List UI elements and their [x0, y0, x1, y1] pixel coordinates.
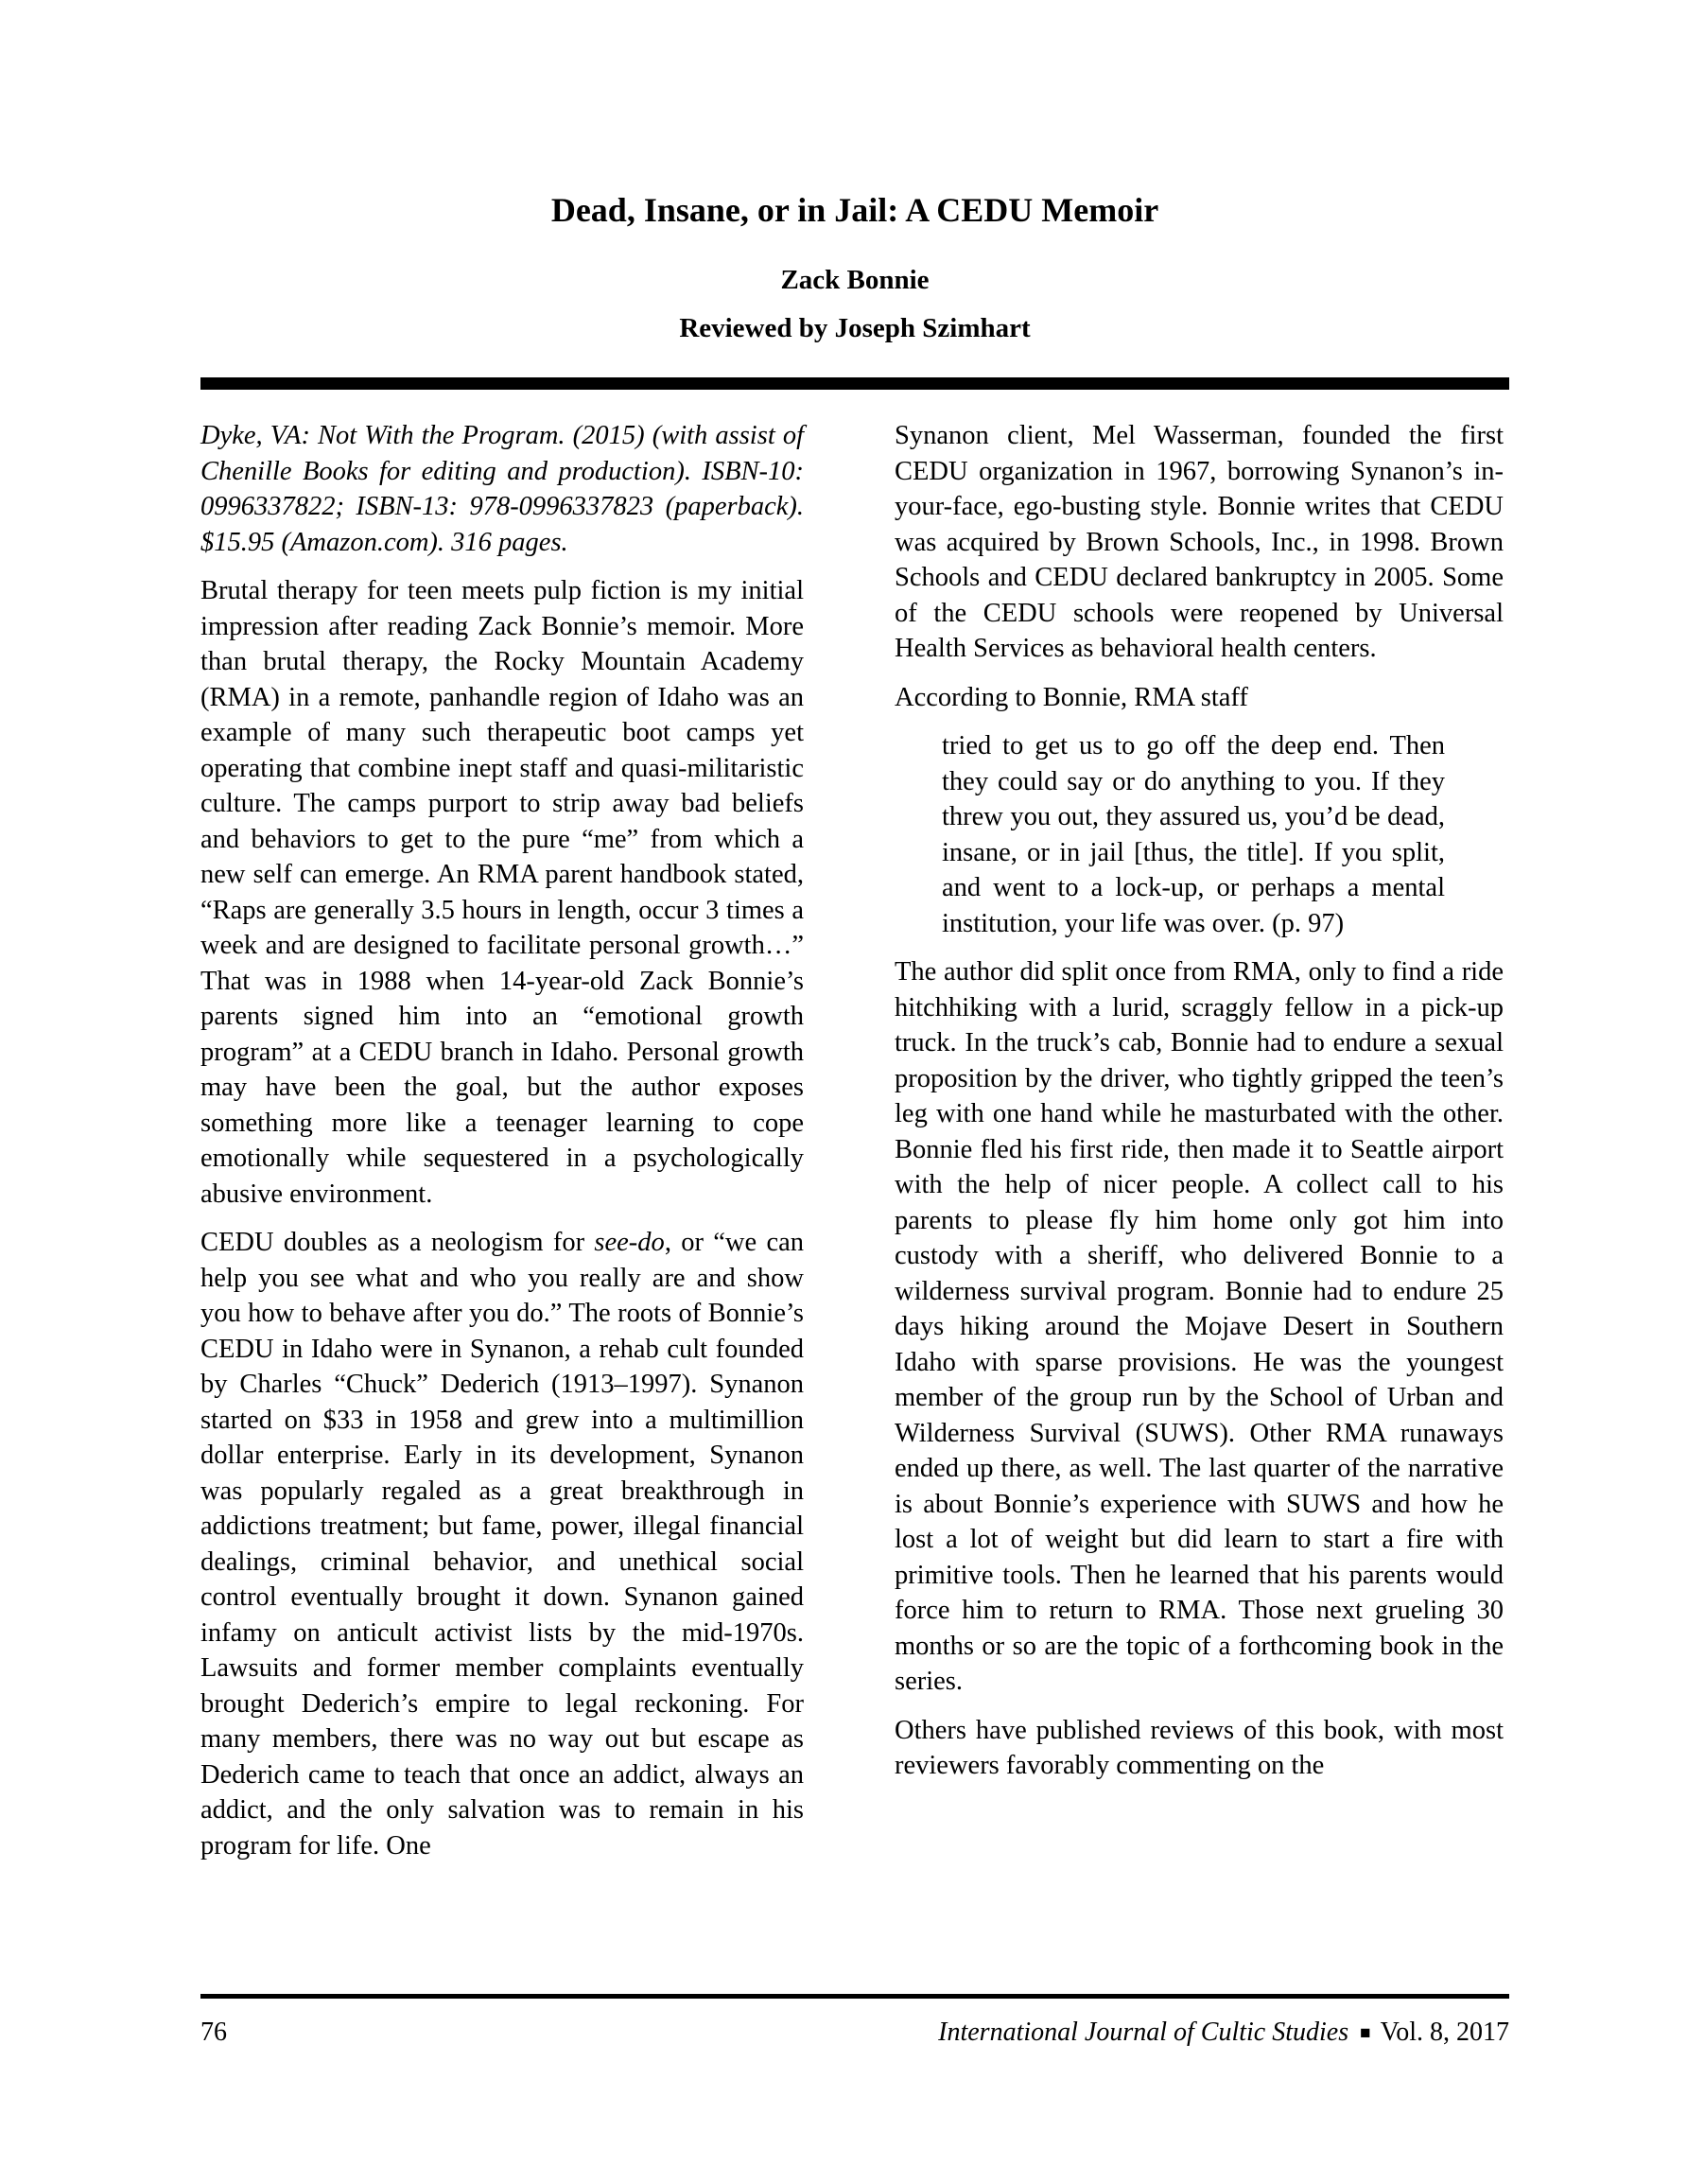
paragraph-text: , or “we can help you see what and who you really are and show you how to behave after you do.” The roots of Bonnie’s CEDU in Idaho were in Synanon, a rehab cult founded by Charles “Chuck” Dederich (1913–1997). Synanon started on $33 in 1958 and grew into a multimillion dollar enterprise. Early in its development, Synanon was popularly regaled as a great breakthrough in addictions treatment; but fame, power, illegal financial dealings, criminal behavior, and unethical social control eventually brought it down. Synanon gained infamy on anticult activist lists by the mid-1970s. Lawsuits and former member complaints eventually brought Dederich’s empire to legal reckoning. For many members, there was no way out but escape as Dederich came to teach that once an addict, always an addict, and the only salvation was to remain in his program for life. One	[200, 1228, 805, 1861]
header-divider-rule	[200, 377, 1509, 390]
body-paragraph	[200, 1225, 804, 1863]
right-column	[895, 418, 1504, 1877]
body-paragraph: Synanon client, Mel Wasserman, founded the first CEDU organization in 1967, borrowing Synanon’s in-your-face, ego-busting style. Bonnie writes that CEDU was acquired by Brown Schools, Inc., in 1998. Brown Schools and CEDU declared bankruptcy in 2005. Some of the CEDU schools were reopened by Universal Health Services as behavioral health centers.	[895, 421, 1504, 663]
body-paragraph: Others have published reviews of this book, with most reviewers favorably commenting on the	[895, 1715, 1504, 1780]
journal-citation	[938, 2018, 1509, 2049]
body-paragraph: The author did split once from RMA, only to find a ride hitchhiking with a lurid, scraggly fellow in a pick-up truck. In the truck’s cab, Bonnie had to endure a sexual proposition by the driver, who tightly gripped the teen’s leg with one hand while he masturbated with the other. Bonnie fled his first ride, then made it to Seattle airport with the help of nicer people. A collect call to his parents to please fly him home only got him into custody with a sheriff, who delivered Bonnie to a wilderness survival program. Bonnie had to endure 25 days hiking around the Mojave Desert in Southern Idaho with sparse provisions. He was the youngest member of the group run by the School of Urban and Wilderness Survival (SUWS). Other RMA runaways ended up there, as well. The last quarter of the narrative is about Bonnie’s experience with SUWS and how he lost a lot of weight but did learn to start a fire with primitive tools. Then he learned that his parents would force him to return to RMA. Those next grueling 30 months or so are the topic of a forthcoming book in the series.	[895, 957, 1504, 1696]
book-author: Zack Bonnie	[780, 265, 930, 295]
reviewer-byline: Reviewed by Joseph Szimhart	[679, 313, 1031, 343]
body-paragraph: Brutal therapy for teen meets pulp fiction is my initial impression after reading Zack Bonnie’s memoir. More than brutal therapy, the Rocky Mountain Academy (RMA) in a remote, panhandle region of Idaho was an example of many such therapeutic boot camps yet operating that combine inept staff and quasi-militaristic culture. The camps purport to strip away bad beliefs and behaviors to get to the pure “me” from which a new self can emerge. An RMA parent handbook stated, “Raps are generally 3.5 hours in length, occur 3 times a week and are designed to facilitate personal growth…” That was in 1988 when 14-year-old Zack Bonnie’s parents signed him into an “emotional growth program” at a CEDU branch in Idaho. Personal growth may have been the goal, but the author exposes something more like a teenager learning to cope emotionally while sequestered in a psychologically abusive environment.	[200, 576, 804, 1209]
square-separator-icon: ■	[1360, 2023, 1371, 2043]
block-quote: tried to get us to go off the deep end. Then they could say or do anything to you. If they threw you out, they assured us, you’d be dead, insane, or in jail [thus, the title]. If you split, and went to a lock-up, or perhaps a mental institution, your life was over. (p. 97)	[942, 731, 1445, 938]
italic-term: see-do	[594, 1228, 665, 1257]
page-number: 76	[200, 2018, 227, 2047]
two-column-body	[200, 418, 1687, 1877]
page-title: Dead, Insane, or in Jail: A CEDU Memoir	[550, 191, 1159, 229]
citation-paragraph: Dyke, VA: Not With the Program. (2015) (with assist of Chenille Books for editing and production). ISBN-10: 0996337822; ISBN-13: 978-0996337823 (paperback). $15.95 (Amazon.com). 316 pages.	[200, 421, 804, 557]
volume-info: Vol. 8, 2017	[1380, 2018, 1509, 2047]
body-paragraph: According to Bonnie, RMA staff	[895, 682, 1248, 712]
page-footer	[200, 2018, 1509, 2049]
footer-divider-rule	[200, 1994, 1509, 1999]
paragraph-text: CEDU doubles as a neologism for	[200, 1228, 595, 1257]
left-column	[200, 418, 804, 1877]
journal-title: International Journal of Cultic Studies	[938, 2018, 1349, 2047]
document-header	[200, 0, 1509, 342]
